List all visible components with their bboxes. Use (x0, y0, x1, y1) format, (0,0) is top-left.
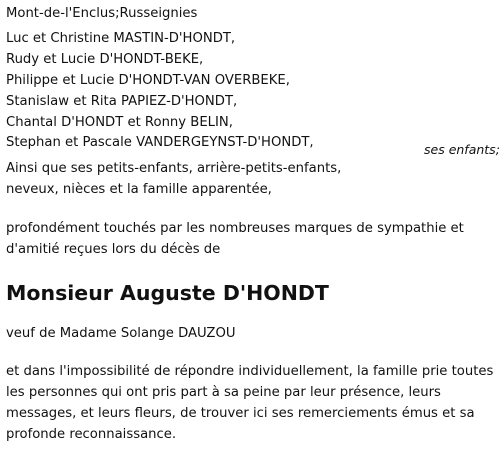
family-name-line: Luc et Christine MASTIN-D'HONDT, (6, 31, 236, 46)
family-name-line: Stanislaw et Rita PAPIEZ-D'HONDT, (6, 94, 238, 109)
thanks-intro-paragraph: profondément touchés par les nombreuses marques de sympathie et d'amitié reçues lors du décès de (6, 221, 464, 257)
place-line: Mont-de-l'Enclus;Russeignies (6, 6, 198, 21)
deceased-name: Monsieur Auguste D'HONDT (6, 281, 329, 305)
relatives-line-1: Ainsi que ses petits-enfants, arrière-petits-enfants, (6, 161, 342, 176)
widower-line: veuf de Madame Solange DAUZOU (6, 326, 236, 341)
family-name-line: Stephan et Pascale VANDERGEYNST-D'HONDT, (6, 135, 314, 150)
children-label: ses enfants; (424, 142, 500, 157)
relatives-line-2: neveux, nièces et la famille apparentée, (6, 182, 272, 197)
family-name-line: Rudy et Lucie D'HONDT-BEKE, (6, 52, 204, 67)
family-name-line: Chantal D'HONDT et Ronny BELIN, (6, 115, 233, 130)
closing-paragraph: et dans l'impossibilité de répondre individuellement, la famille prie toutes les personnes qui ont pris part à sa peine par leur présence, leurs messages, et leurs fleurs, de trouver ici ses remerciements émus et sa profonde reconnaissance. (6, 364, 494, 442)
family-name-line: Philippe et Lucie D'HONDT-VAN OVERBEKE, (6, 73, 290, 88)
